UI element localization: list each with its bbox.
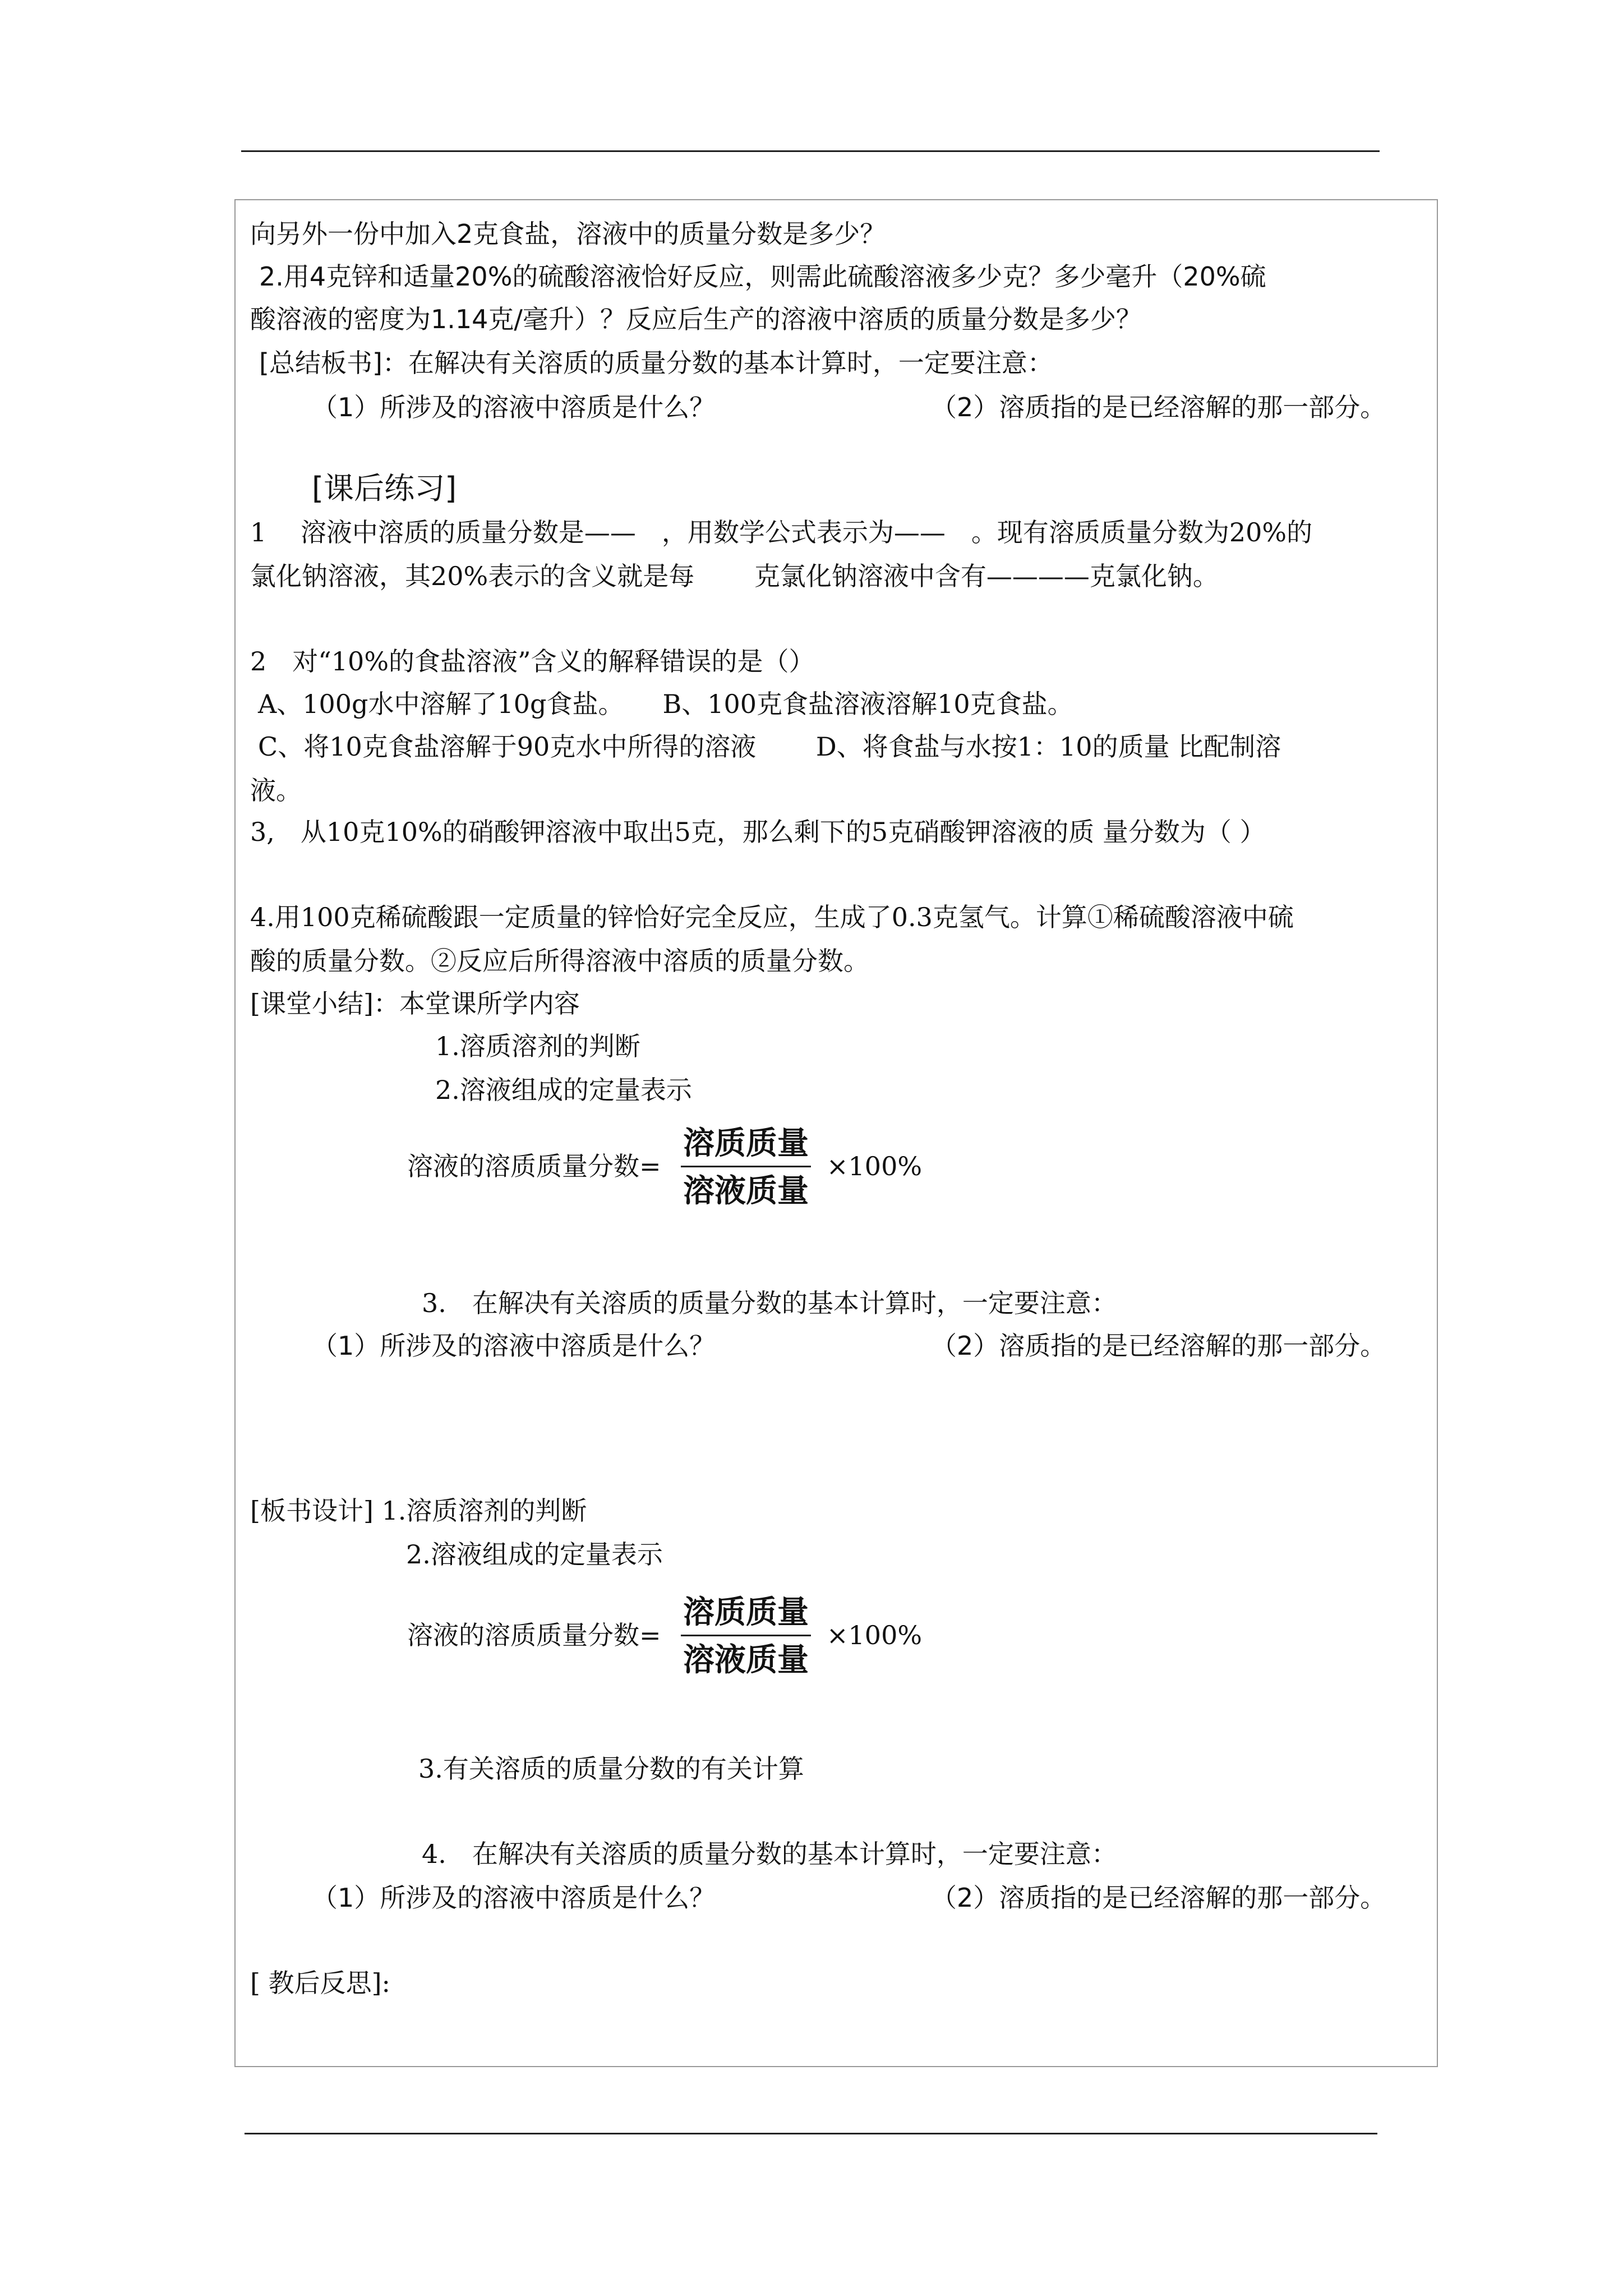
question-2: 2 对“10%的食盐溶液”含义的解释错误的是（） <box>250 646 815 677</box>
summary-note-1: （1）所涉及的溶液中溶质是什么？ <box>312 1331 716 1361</box>
teaching-reflection: [ 教后反思]: <box>250 1968 391 1998</box>
question-1-line-2: 氯化钠溶液，其20%表示的含义就是每 克氯化钠溶液中含有————克氯化钠。 <box>250 561 1219 591</box>
fraction-bar <box>681 1166 811 1167</box>
formula-denominator: 溶液质量 <box>683 1172 809 1209</box>
formula-numerator: 溶质质量 <box>683 1125 809 1162</box>
board-formula-left: 溶液的溶质质量分数= <box>407 1620 661 1650</box>
board-item-4: 4. 在解决有关溶质的质量分数的基本计算时，一定要注意： <box>422 1839 1117 1869</box>
board-note-1: （1）所涉及的溶液中溶质是什么？ <box>312 1883 716 1913</box>
question-2-options-cd: C、将10克食盐溶解于90克水中所得的溶液 D、将食盐与水按1：10的质量 比配制溶 <box>258 731 1281 762</box>
summary-item-1: 1.溶质溶剂的判断 <box>435 1031 640 1061</box>
text-line-2: 2.用4克锌和适量20%的硫酸溶液恰好反应，则需此硫酸溶液多少克？多少毫升（20%硫 <box>259 261 1266 292</box>
footer-rule <box>245 2133 1377 2134</box>
board-formula-fraction <box>681 1596 811 1676</box>
text-line-1: 向另外一份中加入2克食盐，溶液中的质量分数是多少？ <box>250 219 886 249</box>
summary-board-heading: [总结板书]：在解决有关溶质的质量分数的基本计算时，一定要注意： <box>259 348 1053 378</box>
note-1: （1）所涉及的溶液中溶质是什么？ <box>312 392 716 422</box>
question-2-options-ab: A、100g水中溶解了10g食盐。 B、100克食盐溶液溶解10克食盐。 <box>258 689 1073 719</box>
text-line-3: 酸溶液的密度为1.14克/毫升）？反应后生产的溶液中溶质的质量分数是多少？ <box>250 304 1142 334</box>
formula-right: ×100% <box>827 1151 923 1181</box>
board-fraction-bar <box>681 1635 811 1636</box>
board-item-3: 3.有关溶质的质量分数的有关计算 <box>418 1754 804 1784</box>
question-1-line-1: 1 溶液中溶质的质量分数是—— ，用数学公式表示为—— 。现有溶质质量分数为20%的 <box>250 517 1313 547</box>
summary-item-2: 2.溶液组成的定量表示 <box>435 1075 692 1105</box>
board-item-2: 2.溶液组成的定量表示 <box>406 1539 663 1570</box>
question-4-line-2: 酸的质量分数。②反应后所得溶液中溶质的质量分数。 <box>250 946 869 976</box>
board-design-heading: [板书设计] 1.溶质溶剂的判断 <box>250 1496 587 1526</box>
class-summary-heading: [课堂小结]：本堂课所学内容 <box>250 988 580 1019</box>
note-2: （2）溶质指的是已经溶解的那一部分。 <box>931 392 1386 422</box>
question-2-options-cd-cont: 液。 <box>250 775 302 806</box>
board-formula-numerator: 溶质质量 <box>683 1594 809 1631</box>
board-note-2: （2）溶质指的是已经溶解的那一部分。 <box>931 1883 1386 1913</box>
board-formula-denominator: 溶液质量 <box>683 1641 809 1678</box>
question-3: 3, 从10克10%的硝酸钾溶液中取出5克，那么剩下的5克硝酸钾溶液的质 量分数为（ ） <box>250 817 1266 847</box>
header-rule <box>241 150 1380 152</box>
summary-note-2: （2）溶质指的是已经溶解的那一部分。 <box>931 1331 1386 1361</box>
formula-left: 溶液的溶质质量分数= <box>407 1151 661 1181</box>
practice-title: [课后练习] <box>312 471 457 506</box>
formula-fraction <box>681 1125 811 1209</box>
summary-item-3: 3. 在解决有关溶质的质量分数的基本计算时，一定要注意： <box>422 1288 1117 1318</box>
question-4-line-1: 4.用100克稀硫酸跟一定质量的锌恰好完全反应，生成了0.3克氢气。计算①稀硫酸溶液中硫 <box>250 902 1294 932</box>
board-formula-right: ×100% <box>827 1620 923 1650</box>
